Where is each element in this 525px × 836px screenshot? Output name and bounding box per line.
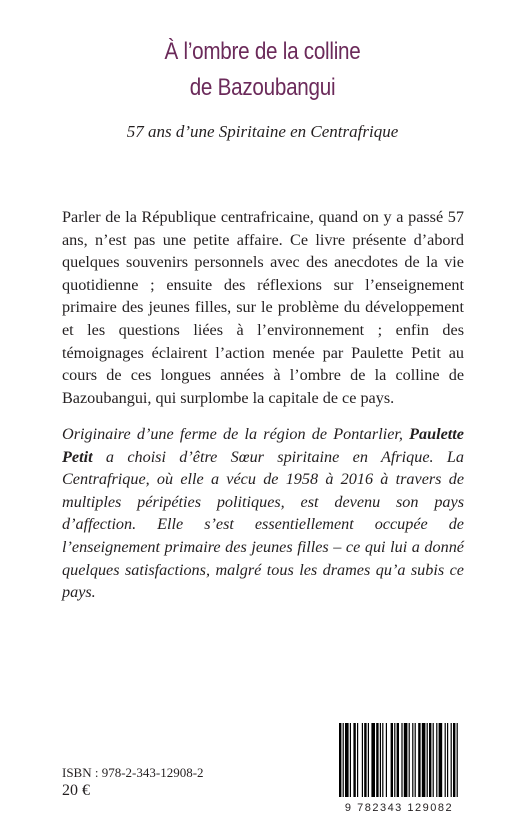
bio-rest: a choisi d’être Sœur spiritaine en Afrique. La Centrafrique, où elle a vécu de 1958 à 2016 à travers de multiples péripéties politiques, est devenu son pays d’affection. Elle s’est essentiellement occupée de l’enseignement primaire des jeunes filles – ce qui lui a donné quelques satisfactions, malgré tous les drames qu’a subis ce pays.	[62, 447, 464, 602]
barcode-bars-icon	[335, 719, 463, 802]
book-title	[37, 34, 489, 106]
book-summary: Parler de la République centrafricaine, quand on y a passé 57 ans, n’est pas une petite affaire. Ce livre présente d’abord quelques souvenirs personnels avec des anecdotes de la vie quotidienne ; ensuite des réflexions sur l’enseignement primaire des jeunes filles, sur le problème du développement et les questions liées à l’environnement ; enfin des témoignages éclairent l’action menée par Paulette Petit au cours de ces longues années à l’ombre de la colline de Bazoubangui, qui surplombe la capitale de ce pays.	[62, 208, 464, 407]
barcode	[335, 719, 463, 812]
title-line-2: de Bazoubangui	[189, 74, 336, 101]
bio-intro: Originaire d’une ferme de la région de Pontarlier,	[62, 425, 410, 443]
barcode-number: 9 782343 129082	[335, 802, 463, 814]
title-line-1: À l’ombre de la colline	[164, 38, 361, 65]
isbn-label: ISBN : 978-2-343-12908-2	[62, 765, 204, 780]
author-name: Paulette Petit	[62, 425, 464, 466]
book-subtitle: 57 ans d’une Spiritaine en Centrafrique	[126, 122, 399, 141]
author-bio	[62, 423, 464, 604]
price-label: 20 €	[62, 782, 90, 799]
